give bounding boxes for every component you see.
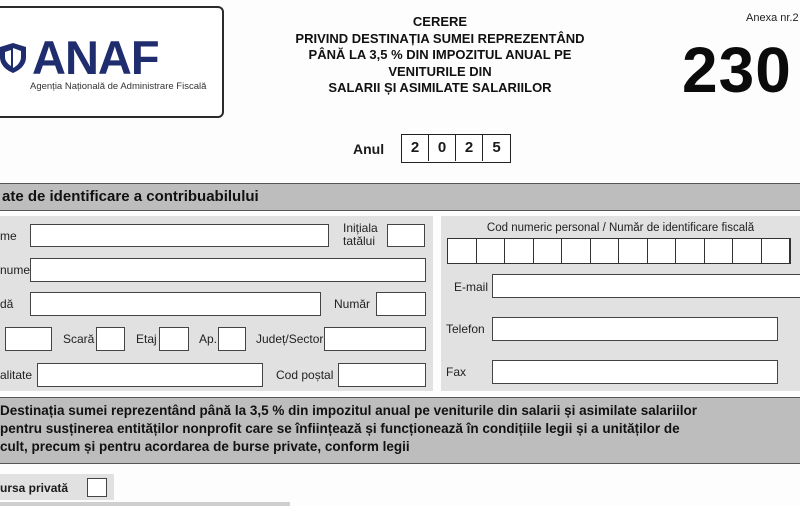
cnp-digit-box[interactable] xyxy=(591,239,620,263)
cnp-digit-box[interactable] xyxy=(648,239,677,263)
title-line: CERERE xyxy=(412,14,468,29)
judet-label: Județ/Sector xyxy=(256,332,324,346)
title-line: PÂNĂ LA 3,5 % DIN IMPOZITUL ANUAL PE VENITURILE DIN xyxy=(308,47,572,79)
judet-input[interactable] xyxy=(324,327,426,351)
form-title xyxy=(290,14,590,97)
year-digit[interactable]: 0 xyxy=(429,135,456,161)
shield-icon xyxy=(0,42,28,74)
cnp-input[interactable] xyxy=(447,238,791,264)
cnp-digit-box[interactable] xyxy=(705,239,734,263)
cnp-digit-box[interactable] xyxy=(477,239,506,263)
logo-wordmark: ANAF xyxy=(32,31,159,84)
bursa-label: ursa privată xyxy=(0,481,69,495)
section-identification-header: ate de identificare a contribuabilului xyxy=(0,183,800,211)
section-destination-header xyxy=(0,397,800,464)
nume-label: me xyxy=(0,229,17,243)
logo-tagline: Agenția Națională de Administrare Fiscală xyxy=(30,81,207,92)
telefon-label: Telefon xyxy=(446,322,485,336)
scara-label: Scară xyxy=(63,332,95,346)
nume-input[interactable] xyxy=(30,224,329,247)
year-field[interactable] xyxy=(401,134,511,163)
etaj-label: Etaj xyxy=(136,332,157,346)
destination-line: Destinația sumei reprezentând până la 3,5 % din impozitul anual pe veniturile din salarii și asimilate salariilor xyxy=(0,403,697,418)
cnp-digit-box[interactable] xyxy=(619,239,648,263)
anaf-logo xyxy=(0,6,224,118)
strada-label: dă xyxy=(0,297,14,311)
strada-input[interactable] xyxy=(30,292,321,316)
annex-label: Anexa nr.2 xyxy=(746,12,799,24)
cnp-digit-box[interactable] xyxy=(562,239,591,263)
initiala-input[interactable] xyxy=(387,224,425,247)
initiala-label: Inițiala tatălui xyxy=(343,221,378,248)
destination-line: pentru susținerea entităților nonprofit care se înființează și funcționează în condițiile legii și a unităților de xyxy=(0,421,680,436)
email-input[interactable] xyxy=(492,274,800,298)
bursa-checkbox[interactable] xyxy=(87,478,107,497)
telefon-input[interactable] xyxy=(492,317,778,341)
etaj-input[interactable] xyxy=(159,327,189,351)
ap-label: Ap. xyxy=(199,332,218,346)
bloc-input[interactable] xyxy=(5,327,52,351)
fax-label: Fax xyxy=(446,365,467,379)
form-number: 230 xyxy=(682,34,792,106)
next-row-edge xyxy=(0,502,290,506)
title-line: SALARII ȘI ASIMILATE SALARIILOR xyxy=(328,80,552,95)
cod-postal-input[interactable] xyxy=(338,363,426,387)
cnp-digit-box[interactable] xyxy=(534,239,563,263)
cnp-digit-box[interactable] xyxy=(733,239,762,263)
cnp-digit-box[interactable] xyxy=(505,239,534,263)
scara-input[interactable] xyxy=(96,327,125,351)
cnp-digit-box[interactable] xyxy=(676,239,705,263)
year-label: Anul xyxy=(353,141,385,157)
cnp-digit-box[interactable] xyxy=(448,239,477,263)
cod-postal-label: Cod poștal xyxy=(276,368,334,382)
title-line: PRIVIND DESTINAȚIA SUMEI REPREZENTÂND xyxy=(295,30,585,46)
cnp-digit-box[interactable] xyxy=(762,239,791,263)
year-digit[interactable]: 5 xyxy=(492,139,501,156)
localitate-input[interactable] xyxy=(37,363,263,387)
cnp-label: Cod numeric personal / Număr de identificare fiscală xyxy=(486,222,755,234)
prenume-label: nume xyxy=(0,263,31,277)
ap-input[interactable] xyxy=(218,327,246,351)
email-label: E-mail xyxy=(454,280,489,294)
year-digit[interactable]: 2 xyxy=(456,135,483,161)
localitate-label: alitate xyxy=(0,368,33,382)
destination-line: cult, precum și pentru acordarea de burse private, conform legii xyxy=(0,439,410,454)
numar-input[interactable] xyxy=(376,292,426,316)
prenume-input[interactable] xyxy=(30,258,426,282)
numar-label: Număr xyxy=(334,297,371,311)
year-digit[interactable]: 2 xyxy=(402,135,429,161)
fax-input[interactable] xyxy=(492,360,778,384)
